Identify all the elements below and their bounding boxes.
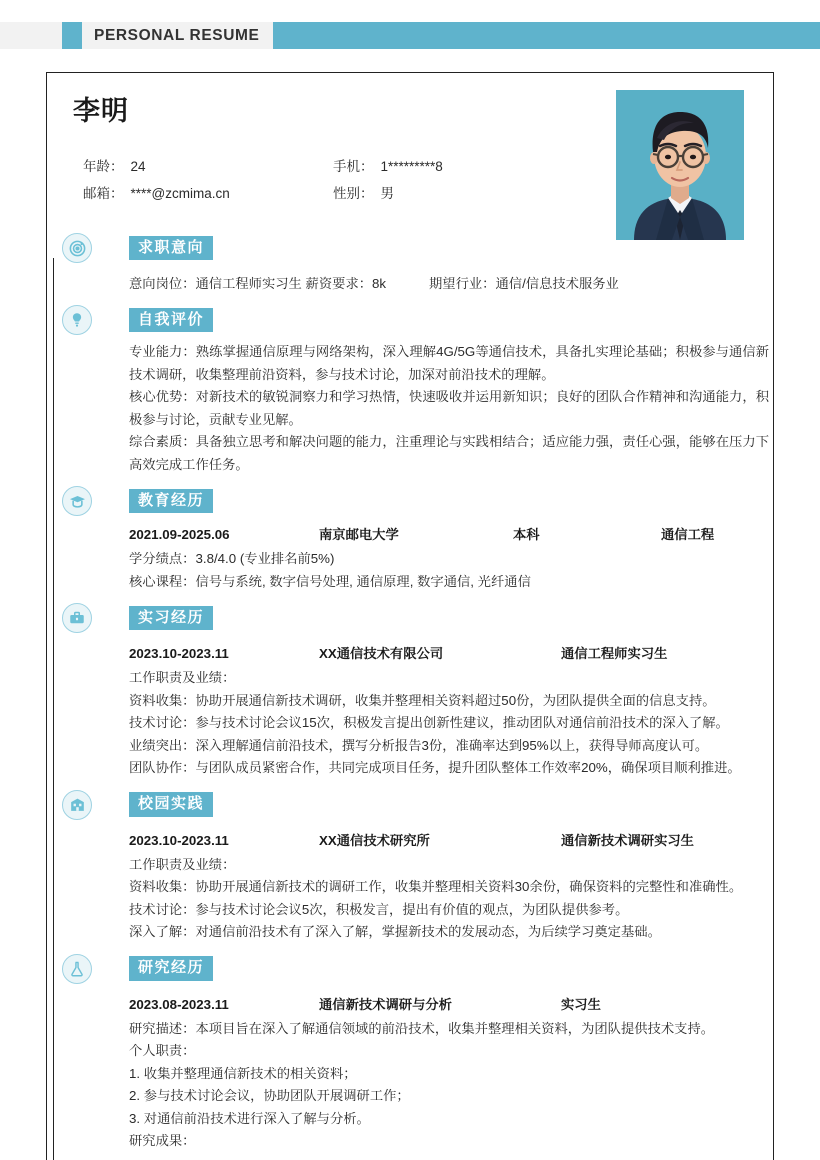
self-evaluation-paragraph: 综合素质：具备独立思考和解决问题的能力，注重理论与实践相结合；适应能力强，责任心强，能够在压力下高效完成工作任务。	[129, 434, 769, 472]
section-body	[129, 635, 773, 786]
personal-info-grid	[83, 151, 553, 205]
timeline-line	[53, 258, 54, 1160]
portrait-illustration	[616, 90, 744, 240]
info-field-gender	[333, 182, 553, 202]
intent-position-salary: 意向岗位：通信工程师实习生 薪资要求：8k	[129, 276, 387, 291]
campus-subheading: 工作职责及业绩：	[129, 856, 236, 872]
info-label-age: 年龄：	[83, 158, 124, 174]
info-field-phone	[333, 155, 553, 175]
section-header	[129, 601, 773, 635]
campus-entry-header	[129, 824, 773, 854]
research-duty: 3. 对通信前沿技术进行深入了解与分析。	[129, 1110, 370, 1126]
research-project: 通信新技术调研与分析	[319, 996, 452, 1012]
info-field-age	[83, 155, 333, 175]
banner-left-gap	[0, 22, 62, 49]
education-major: 通信工程	[661, 527, 715, 542]
section-title-self-evaluation: 自我评价	[129, 308, 213, 332]
education-degree: 本科	[513, 527, 540, 542]
research-duty: 1. 收集并整理通信新技术的相关资料；	[129, 1065, 357, 1081]
intent-industry: 期望行业：通信/信息技术服务业	[429, 276, 619, 291]
section-self-evaluation	[47, 303, 773, 482]
info-label-phone: 手机：	[333, 158, 374, 174]
internship-bullet: 资料收集：协助开展通信新技术调研，收集并整理相关资料超过50份，为团队提供全面的信息支持。	[129, 692, 716, 708]
target-icon	[62, 233, 92, 263]
school-building-icon	[62, 790, 92, 820]
self-evaluation-paragraph: 专业能力：熟练掌握通信原理与网络架构，深入理解4G/5G等通信技术，具备扎实理论基础；积极参与通信新技术调研，收集整理前沿资料，参与技术讨论，加深对前沿技术的理解。	[129, 344, 769, 382]
section-body	[129, 518, 773, 599]
self-evaluation-paragraph: 核心优势：对新技术的敏锐洞察力和学习热情，快速吸收并运用新知识；良好的团队合作精神和沟通能力，积极参与讨论，贡献专业见解。	[129, 389, 769, 427]
section-title-campus-practice: 校园实践	[129, 792, 213, 816]
section-header	[129, 303, 773, 337]
section-body	[129, 337, 773, 482]
campus-bullet: 技术讨论：参与技术讨论会议5次，积极发言，提出有价值的观点，为团队提供参考。	[129, 901, 629, 917]
flask-icon	[62, 954, 92, 984]
personal-info-block	[47, 73, 773, 231]
info-row	[83, 151, 553, 178]
campus-role: 通信新技术调研实习生	[561, 832, 694, 848]
internship-bullet: 业绩突出：深入理解通信前沿技术，撰写分析报告3份，准确率达到95%以上，获得导师高度认可。	[129, 737, 709, 753]
section-title-education: 教育经历	[129, 489, 213, 513]
page-title: PERSONAL RESUME	[94, 26, 260, 44]
education-gpa: 学分绩点：3.8/4.0 (专业排名前5%)	[129, 551, 335, 566]
info-row	[83, 178, 553, 205]
internship-date: 2023.10-2023.11	[129, 646, 229, 661]
internship-bullet: 团队协作：与团队成员紧密合作，共同完成项目任务，提升团队整体工作效率20%，确保项目顺利推进。	[129, 760, 741, 775]
candidate-name: 李明	[73, 96, 129, 126]
research-date: 2023.08-2023.11	[129, 996, 229, 1012]
research-description: 研究描述：本项目旨在深入了解通信领域的前沿技术，收集并整理相关资料，为团队提供技术支持。	[129, 1020, 715, 1036]
research-role: 实习生	[561, 996, 601, 1012]
campus-date: 2023.10-2023.11	[129, 832, 229, 848]
section-header	[129, 484, 773, 518]
internship-subheading: 工作职责及业绩：	[129, 670, 236, 685]
section-header	[129, 231, 773, 265]
page-banner	[0, 22, 820, 49]
graduation-cap-icon	[62, 486, 92, 516]
internship-company: XX通信技术有限公司	[319, 646, 444, 661]
info-label-gender: 性别：	[333, 185, 374, 201]
education-courses: 核心课程：信号与系统, 数字信号处理, 通信原理, 数字通信, 光纤通信	[129, 573, 531, 589]
banner-accent-fill	[273, 22, 820, 49]
internship-bullet: 技术讨论：参与技术讨论会议15次，积极发言提出创新性建议，推动团队对通信前沿技术的深入了解。	[129, 715, 729, 730]
internship-role: 通信工程师实习生	[561, 646, 668, 661]
banner-accent-tab	[62, 22, 82, 49]
info-value-email: ****@zcmima.cn	[130, 185, 230, 201]
resume-card	[46, 72, 774, 1160]
section-research	[47, 952, 773, 1159]
education-entry-header	[129, 518, 773, 548]
section-body	[129, 986, 773, 1159]
section-header	[129, 952, 773, 986]
section-internship	[47, 601, 773, 786]
section-education	[47, 484, 773, 599]
job-intention-row	[129, 267, 773, 295]
research-duties-heading: 个人职责：	[129, 1043, 196, 1058]
info-value-gender: 男	[380, 185, 394, 201]
campus-bullet: 资料收集：协助开展通信新技术的调研工作，收集并整理相关资料30余份，确保资料的完整性和准确性。	[129, 879, 743, 894]
research-results-heading: 研究成果：	[129, 1133, 196, 1148]
campus-bullet: 深入了解：对通信前沿技术有了深入了解，掌握新技术的发展动态，为后续学习奠定基础。	[129, 924, 661, 939]
lightbulb-icon	[62, 305, 92, 335]
info-value-phone: 1*********8	[380, 158, 443, 174]
education-date: 2021.09-2025.06	[129, 527, 230, 542]
internship-entry-header	[129, 637, 773, 667]
section-body	[129, 822, 773, 950]
education-school: 南京邮电大学	[319, 527, 399, 542]
candidate-photo	[616, 90, 744, 240]
research-entry-header	[129, 988, 773, 1018]
research-duty: 2. 参与技术讨论会议，协助团队开展调研工作；	[129, 1088, 410, 1103]
section-header	[129, 788, 773, 822]
section-body	[129, 265, 773, 301]
briefcase-icon	[62, 603, 92, 633]
section-title-job-intention: 求职意向	[129, 236, 213, 260]
campus-organization: XX通信技术研究所	[319, 832, 430, 848]
section-title-internship: 实习经历	[129, 606, 213, 630]
banner-title-box	[82, 22, 273, 49]
info-value-age: 24	[130, 158, 146, 174]
info-label-email: 邮箱：	[83, 185, 124, 201]
info-field-email	[83, 182, 333, 202]
section-job-intention	[47, 231, 773, 301]
section-campus-practice	[47, 788, 773, 950]
section-title-research: 研究经历	[129, 956, 213, 980]
